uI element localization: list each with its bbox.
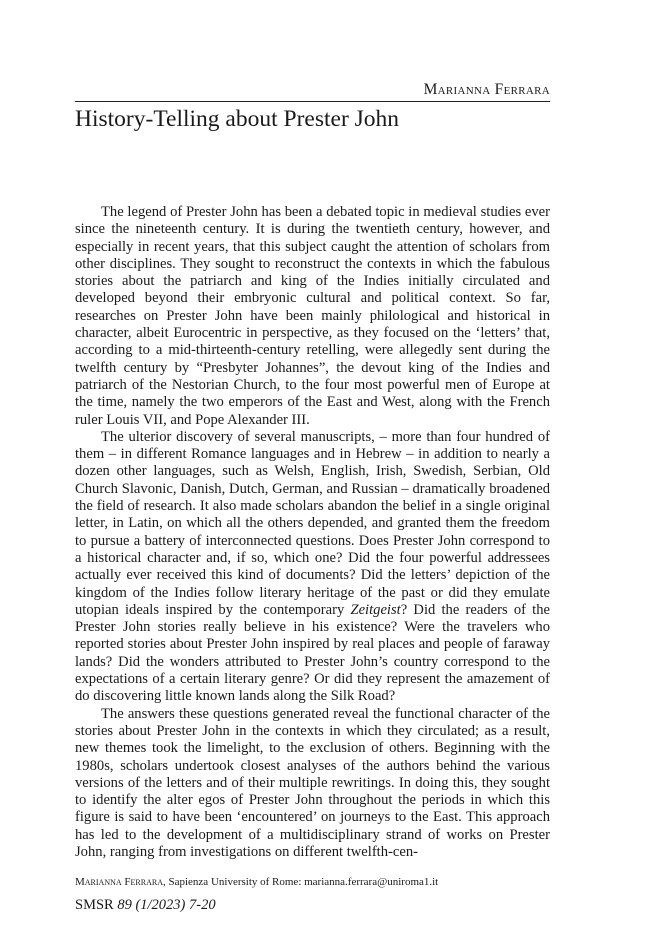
- italic-text-run: Zeitgeist: [350, 601, 401, 618]
- body-paragraph-3: [75, 706, 550, 862]
- affiliation-details: , Sapienza University of Rome: marianna.ferrara@uniroma1.it: [162, 876, 439, 888]
- body-paragraph-2: [75, 429, 550, 706]
- running-head-author: Marianna Ferrara: [423, 81, 550, 98]
- article-body: [75, 204, 550, 861]
- text-run: The answers these questions generated reveal the functional character of the stories about Prester John in the contexts in which they circulated; as a result, new themes took the limelight, to the exclusion of others. Beginning with the 1980s, scholars undertook closest analyses of the authors behind the various versions of the letters and of their multiple rewritings. In doing this, they sought to identify the alter egos of Prester John throughout the periods in which this figure is said to have been ‘encountered’ on journeys to the East. This approach has led to the development of a multidisciplinary strand of works on Prester John, ranging from investigations on different twelfth-cen-: [75, 705, 550, 860]
- text-run: ? Did the readers of the Prester John stories really believe in his existence? Were the travelers who reported stories about Prester John inspired by real places and people of faraway lands? Did the wonders attributed to Prester John’s country correspond to the expectations of a certain literary genre? Or did they represent the amazement of do discovering little known lands along the Silk Road?: [75, 601, 551, 705]
- article-title: History-Telling about Prester John: [75, 106, 400, 132]
- journal-issue: 89 (1/2023) 7-20: [117, 897, 216, 913]
- header-rule: [75, 101, 550, 102]
- affiliation-author-name: Marianna Ferrara: [75, 876, 163, 888]
- text-run: The legend of Prester John has been a debated topic in medieval studies ever since the nineteenth century. It is during the twentieth century, however, and especially in recent years, that this subject caught the attention of scholars from other disciplines. They sought to reconstruct the contexts in which the fabulous stories about the patriarch and king of the Indies initially circulated and developed beyond their embryonic cultural and political context. So far, researches on Prester John have been mainly philological and historical in character, albeit Eurocentric in perspective, as they focused on the ‘letters’ that, according to a mid-thirteenth-century retelling, were allegedly sent during the twelfth century by “Presbyter Johannes”, the devout king of the Indies and patriarch of the Nestorian Church, to the four most powerful men of Europe at the time, namely the two emperors of the East and West, along with the French ruler Louis VII, and Pope Alexander III.: [75, 204, 550, 428]
- text-run: The ulterior discovery of several manuscripts, – more than four hundred of them – in different Romance languages and in Hebrew – in addition to nearly a dozen other languages, such as Welsh, English, Irish, Swedish, Serbian, Old Church Slavonic, Danish, Dutch, German, and Russian – dramatically broadened the field of research. It also made scholars abandon the belief in a single original letter, in Latin, on which all the others depended, and granted them the freedom to pursue a battery of interconnected questions. Does Prester John correspond to a historical character and, if so, which one? Did the four powerful addressees actually ever received this kind of documents? Did the letters’ depiction of the kingdom of the Indies follow literary heritage of the past or did they emulate utopian ideals inspired by the contemporary: [75, 428, 550, 618]
- author-affiliation: [75, 875, 550, 889]
- body-paragraph-1: [75, 204, 550, 429]
- journal-citation: [75, 896, 216, 914]
- journal-name: SMSR: [75, 897, 114, 913]
